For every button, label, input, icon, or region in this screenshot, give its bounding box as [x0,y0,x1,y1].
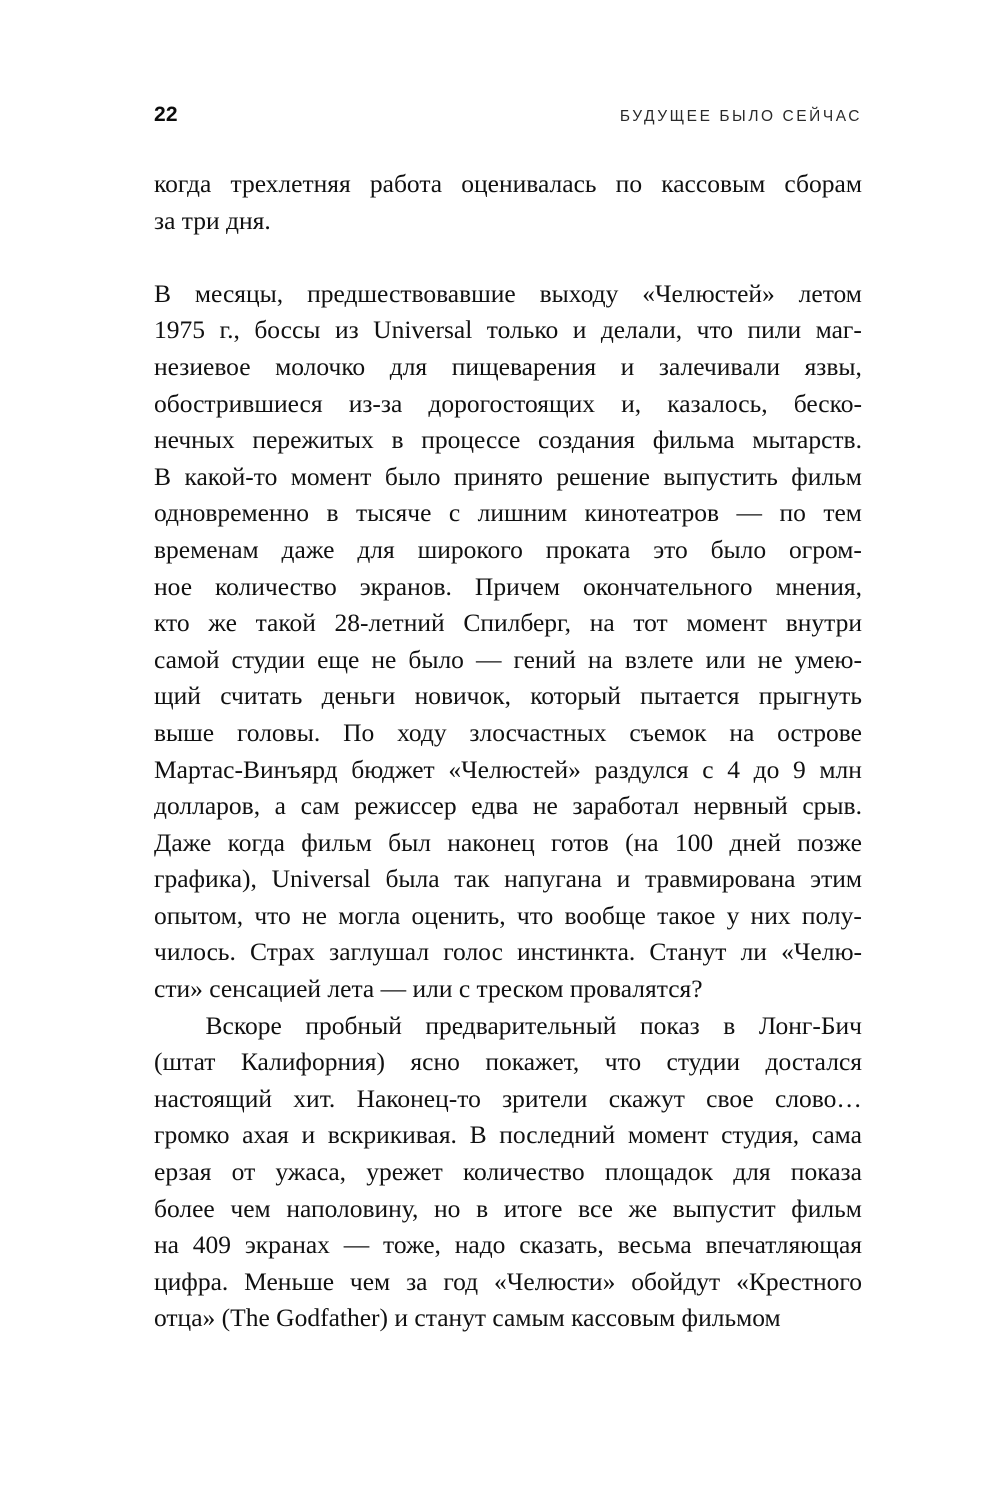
word: ное [154,571,193,601]
text-line [154,1227,862,1264]
word: временам [154,534,259,564]
word: хит. [293,1083,336,1113]
word: на [154,1230,179,1260]
word: год [443,1266,479,1296]
word: по [615,169,643,198]
word: «Челю- [781,937,862,967]
word: острове [777,717,862,747]
word: беско- [793,388,862,418]
word: что [696,315,734,345]
word: окончательного [582,571,753,601]
text-line [154,349,862,386]
word: трехлетняя [230,169,351,198]
word: сборам [784,169,862,198]
word: экранов. [359,571,452,601]
word: самой [154,644,220,674]
word: долларов, [154,791,261,821]
word: когда [154,169,212,198]
word: инстинкта. [517,937,636,967]
word: ли [740,937,767,967]
word: незиевое [154,351,251,381]
word: студии [666,1047,741,1077]
text-line [154,1154,862,1191]
text-line [154,642,862,679]
word: срыв. [802,791,862,821]
word: из [334,315,359,345]
word: широкого [417,534,523,564]
word: мнения, [775,571,862,601]
word: такой [255,608,316,638]
word: щий [154,681,201,711]
word: Лонг-Бич [758,1010,862,1040]
word: экранах [244,1230,330,1260]
word: показ [639,1010,700,1040]
word: Universal [373,315,473,345]
word: делали, [600,315,683,345]
word: количество [215,571,337,601]
word: 4 [727,754,740,784]
paragraph-continuation [154,166,862,239]
word: гений [513,644,576,674]
word: принято [453,461,543,491]
word: предшествовавшие [307,278,516,308]
word: выше [154,717,215,747]
text-line [154,1264,862,1301]
word: фильм [791,461,862,491]
word: более [154,1193,215,1223]
word: Страх [250,937,315,967]
word: маг- [815,315,862,345]
word: свое [706,1083,754,1113]
word: (на [625,827,659,857]
word: 28-летний [334,608,445,638]
word: предварительный [425,1010,617,1040]
word: чилось. [154,937,236,967]
word: надо [454,1230,506,1260]
word: до [753,754,780,784]
word: пищеварения [451,351,597,381]
word: выпустить [663,461,778,491]
word: было [408,644,464,674]
text-line [154,898,862,935]
word: слово… [775,1083,862,1113]
text-line: сти» сенсацией лета — или с треском провалятся? [154,974,703,1004]
word: «Челюсти» [494,1266,616,1296]
word: ужаса, [275,1157,347,1187]
word: создания [538,425,636,455]
word: решение [556,461,650,491]
word: все [578,1193,613,1223]
word: казалось, [667,388,768,418]
word: сам [300,791,340,821]
word: месяцы, [194,278,284,308]
word: показа [790,1157,862,1187]
word: В [154,461,172,491]
text-line [154,386,862,423]
word: опытом, [154,900,244,930]
word: залечивали [658,351,780,381]
text-line: за три дня. [154,205,271,235]
word: мытарств. [752,425,862,455]
text-line [154,276,862,313]
word: тот [633,608,668,638]
word: тем [823,498,862,528]
word: умею- [794,644,862,674]
word: работа [369,169,443,198]
word: летом [798,278,862,308]
word: кинотеатров [584,498,720,528]
word: количество [462,1157,585,1187]
text-line [154,861,862,898]
word: весьма [617,1230,692,1260]
word: площадок [604,1157,714,1187]
word: была [385,864,440,894]
word: сама [811,1120,862,1150]
word: цифра. [154,1266,229,1296]
word: наконец [447,827,535,857]
word: фильма [652,425,735,455]
word: для [389,351,428,381]
word: Калифорния) [240,1047,385,1077]
word: в [476,1193,489,1223]
word: и, [621,388,642,418]
word: Станут [649,937,727,967]
word: достался [765,1047,862,1077]
word: ерзая [154,1157,212,1187]
word: и [301,1120,316,1150]
word: у [726,900,740,930]
word: кассовым [661,169,766,198]
running-head: БУДУЩЕЕ БЫЛО СЕЙЧАС [619,108,862,125]
word: так [454,864,490,894]
word: одновременно [154,498,309,528]
word: только [486,315,559,345]
word: от [231,1157,256,1187]
word: Universal [271,864,371,894]
word: — [475,644,502,674]
word: что [604,1047,642,1077]
word: пережитых [252,425,374,455]
text-line [154,1081,862,1118]
text-line [154,532,862,569]
word: громко [154,1120,230,1150]
word: огром- [789,534,862,564]
word: такое [657,900,716,930]
text-line [154,569,862,606]
word: в [723,1010,736,1040]
word: ясно [410,1047,460,1077]
word: за [406,1266,428,1296]
word: — [343,1230,370,1260]
text-line [154,825,862,862]
word: дорогостоящих [428,388,595,418]
word: Даже [154,827,212,857]
word: нечных [154,425,235,455]
word: с [702,754,714,784]
word: обойдут [631,1266,721,1296]
word: это [653,534,688,564]
text-line [154,495,862,532]
paragraph-gap [154,239,862,276]
word: позже [797,827,862,857]
word: режиссер [354,791,457,821]
word: 1975 [154,315,205,345]
word: считать [220,681,303,711]
word: По [343,717,375,747]
word: прыгнуть [758,681,862,711]
word: ахая [242,1120,289,1150]
word: В [154,278,172,308]
word: могла [338,900,401,930]
body-text-block [154,166,862,1337]
word: ходу [397,717,447,747]
word: что [254,900,291,930]
word: едва [471,791,519,821]
word: и [616,864,631,894]
word: головы. [236,717,321,747]
word: не [532,791,558,821]
word: — [736,498,763,528]
word: вскрикивая. [327,1120,457,1150]
word: на [587,644,613,674]
word: Причем [474,571,560,601]
word: наполовину, [286,1193,419,1223]
word: млн [819,754,862,784]
word: момент [686,608,768,638]
word: выпустит [672,1193,776,1223]
word: 409 [192,1230,232,1260]
word: когда [227,827,285,857]
word: на [589,608,615,638]
word: полу- [801,900,862,930]
word: заработал [572,791,679,821]
word: вообще [564,900,646,930]
word: процессе [421,425,521,455]
text-line [154,459,862,496]
word: фильм [791,1193,862,1223]
word: тысяче [355,498,432,528]
word: студии [231,644,306,674]
text-line [154,678,862,715]
word: злосчастных [469,717,607,747]
text-line [154,1191,862,1228]
word: выходу [539,278,619,308]
word: дней [729,827,781,857]
word: какой-то [184,461,278,491]
text-line [154,422,862,459]
word: оценить, [411,900,506,930]
word: не [757,644,783,674]
word: Спилберг, [463,608,572,638]
text-line [154,1008,862,1045]
word: графика), [154,864,257,894]
word: еще [317,644,360,674]
word: деньги [321,681,396,711]
word: проката [545,534,631,564]
word: кто [154,608,190,638]
word: оценивалась [461,169,597,198]
word: (штат [154,1047,216,1077]
word: молочко [275,351,366,381]
text-line [154,788,862,825]
word: последний [499,1120,616,1150]
word: впечатляющая [705,1230,862,1260]
word: был [388,827,432,857]
word: на [729,717,755,747]
word: «Челюстей» [448,754,581,784]
word: для [733,1157,771,1187]
word: не [371,644,397,674]
word: же [628,1193,658,1223]
word: не [301,900,327,930]
word: и [572,315,587,345]
word: бюджет [351,754,435,784]
word: и [620,351,635,381]
word: пытается [640,681,740,711]
text-line [154,934,862,971]
word: настоящий [154,1083,273,1113]
word: внутри [785,608,862,638]
word: Наконец-то [356,1083,481,1113]
word: сказать, [519,1230,604,1260]
word: зрители [502,1083,588,1113]
word: в [326,498,339,528]
text-line [154,166,862,203]
word: урежет [366,1157,443,1187]
paragraph-universal [154,276,862,1008]
word: раздулся [594,754,689,784]
word: травмирована [645,864,796,894]
word: или [705,644,746,674]
word: покажет, [485,1047,580,1077]
word: новичок, [414,681,512,711]
word: пробный [305,1010,402,1040]
word: что [516,900,554,930]
word: было [710,534,767,564]
word: напугана [504,864,602,894]
word: с [448,498,461,528]
word: тоже, [383,1230,441,1260]
word: было [384,461,441,491]
text-line [154,715,862,752]
word: взлете [624,644,694,674]
text-line: отца» (The Godfather) и станут самым кассовым фильмом [154,1303,781,1333]
word: чем [349,1266,391,1296]
word: обострившиеся [154,388,323,418]
word: момент [627,1120,709,1150]
paragraph-indent [154,1008,182,1045]
word: скажут [608,1083,685,1113]
word: пили [747,315,802,345]
word: Мартас-Винъярд [154,754,338,784]
word: голос [443,937,503,967]
word: 9 [793,754,806,784]
word: нервный [693,791,788,821]
text-line [154,312,862,349]
word: фильм [301,827,372,857]
word: момент [290,461,372,491]
word: итоге [503,1193,563,1223]
word: Меньше [244,1266,335,1296]
word: «Челюстей» [642,278,775,308]
word: Вскоре [205,1010,282,1040]
word: заглушал [329,937,430,967]
word: из-за [348,388,403,418]
word: по [779,498,806,528]
word: них [750,900,791,930]
word: лишним [477,498,568,528]
word: даже [281,534,335,564]
word: язвы, [804,351,862,381]
word: же [208,608,237,638]
word: но [434,1193,461,1223]
text-line [154,1117,862,1154]
word: г., [219,315,240,345]
word: чем [230,1193,271,1223]
word: этим [810,864,862,894]
text-line [154,1044,862,1081]
word: готов [551,827,609,857]
page-header [154,104,862,134]
text-line [154,752,862,789]
word: для [357,534,395,564]
word: который [530,681,621,711]
word: 100 [674,827,714,857]
word: боссы [254,315,321,345]
word: в [391,425,404,455]
page-number: 22 [154,103,178,126]
word: съемок [629,717,707,747]
word: студия, [721,1120,800,1150]
word: В [469,1120,487,1150]
word: «Крестного [736,1266,862,1296]
word: а [274,791,286,821]
text-line [154,605,862,642]
paragraph-long-beach [154,1008,862,1337]
